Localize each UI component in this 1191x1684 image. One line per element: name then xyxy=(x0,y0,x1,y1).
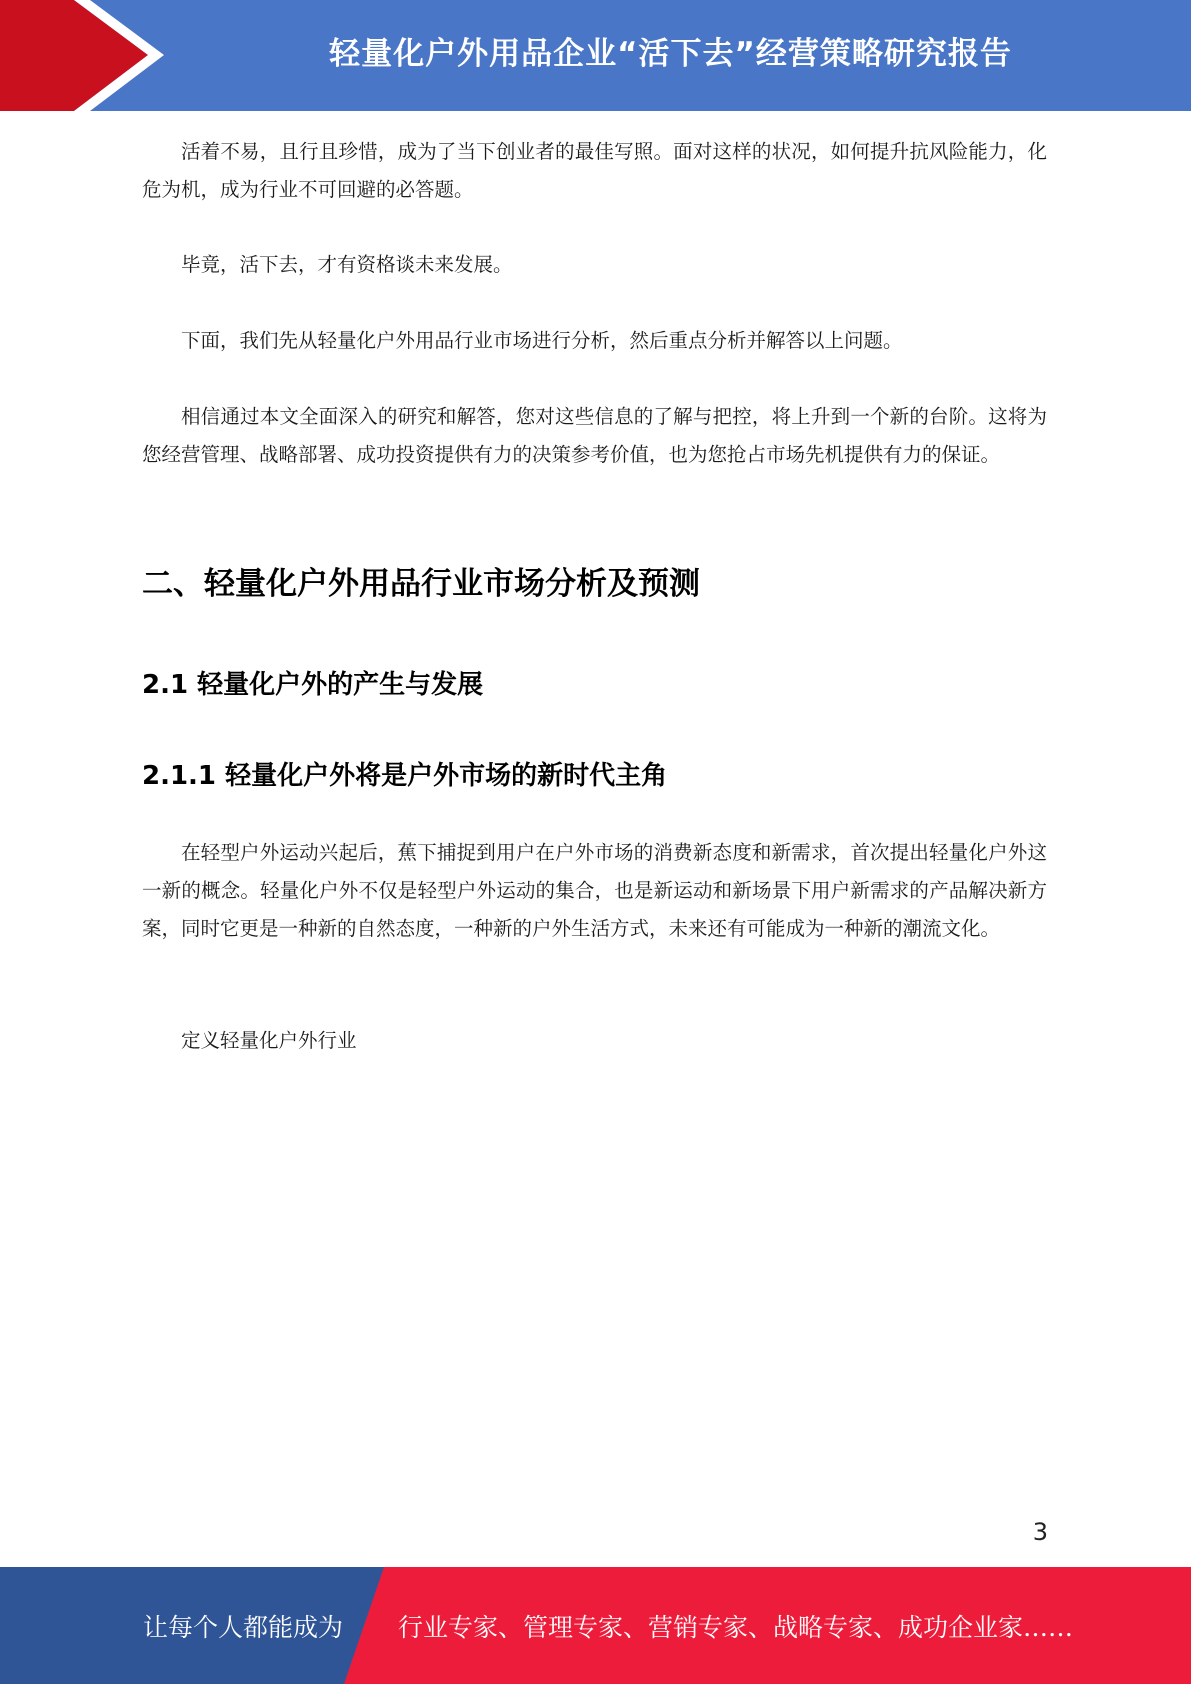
subsubsection-heading: 2.1.1 轻量化户外将是户外市场的新时代主角 xyxy=(142,761,668,791)
paragraph-4: 相信通过本文全面深入的研究和解答，您对这些信息的了解与把控，将上升到一个新的台阶。这将为您经营管理、战略部署、成功投资提供有力的决策参考价值，也为您抢占市场先机提供有力的保证。 xyxy=(142,405,1047,466)
footer-slogan-left: 让每个人都能成为 xyxy=(143,1612,344,1642)
paragraph-3: 下面，我们先从轻量化户外用品行业市场进行分析，然后重点分析并解答以上问题。 xyxy=(181,329,903,352)
page-number: 3 xyxy=(1032,1518,1048,1546)
paragraph-6: 定义轻量化户外行业 xyxy=(181,1029,357,1052)
section-heading: 二、轻量化户外用品行业市场分析及预测 xyxy=(142,566,700,602)
paragraph-5: 在轻型户外运动兴起后，蕉下捕捉到用户在户外市场的消费新态度和新需求，首次提出轻量化户外这一新的概念。轻量化户外不仅是轻型户外运动的集合，也是新运动和新场景下用户新需求的产品解决新方案，同时它更是一种新的自然态度，一种新的户外生活方式，未来还有可能成为一种新的潮流文化。 xyxy=(142,841,1047,940)
paragraph-2: 毕竟，活下去，才有资格谈未来发展。 xyxy=(181,253,513,276)
header-title: 轻量化户外用品企业“活下去”经营策略研究报告 xyxy=(329,35,1012,72)
subsection-heading: 2.1 轻量化户外的产生与发展 xyxy=(142,670,484,700)
paragraph-1: 活着不易，且行且珍惜，成为了当下创业者的最佳写照。面对这样的状况，如何提升抗风险能力，化危为机，成为行业不可回避的必答题。 xyxy=(142,140,1047,201)
footer-slogan-right: 行业专家、管理专家、营销专家、战略专家、成功企业家…… xyxy=(398,1612,1074,1642)
page-footer xyxy=(0,1567,1191,1684)
page-header xyxy=(0,0,1191,111)
